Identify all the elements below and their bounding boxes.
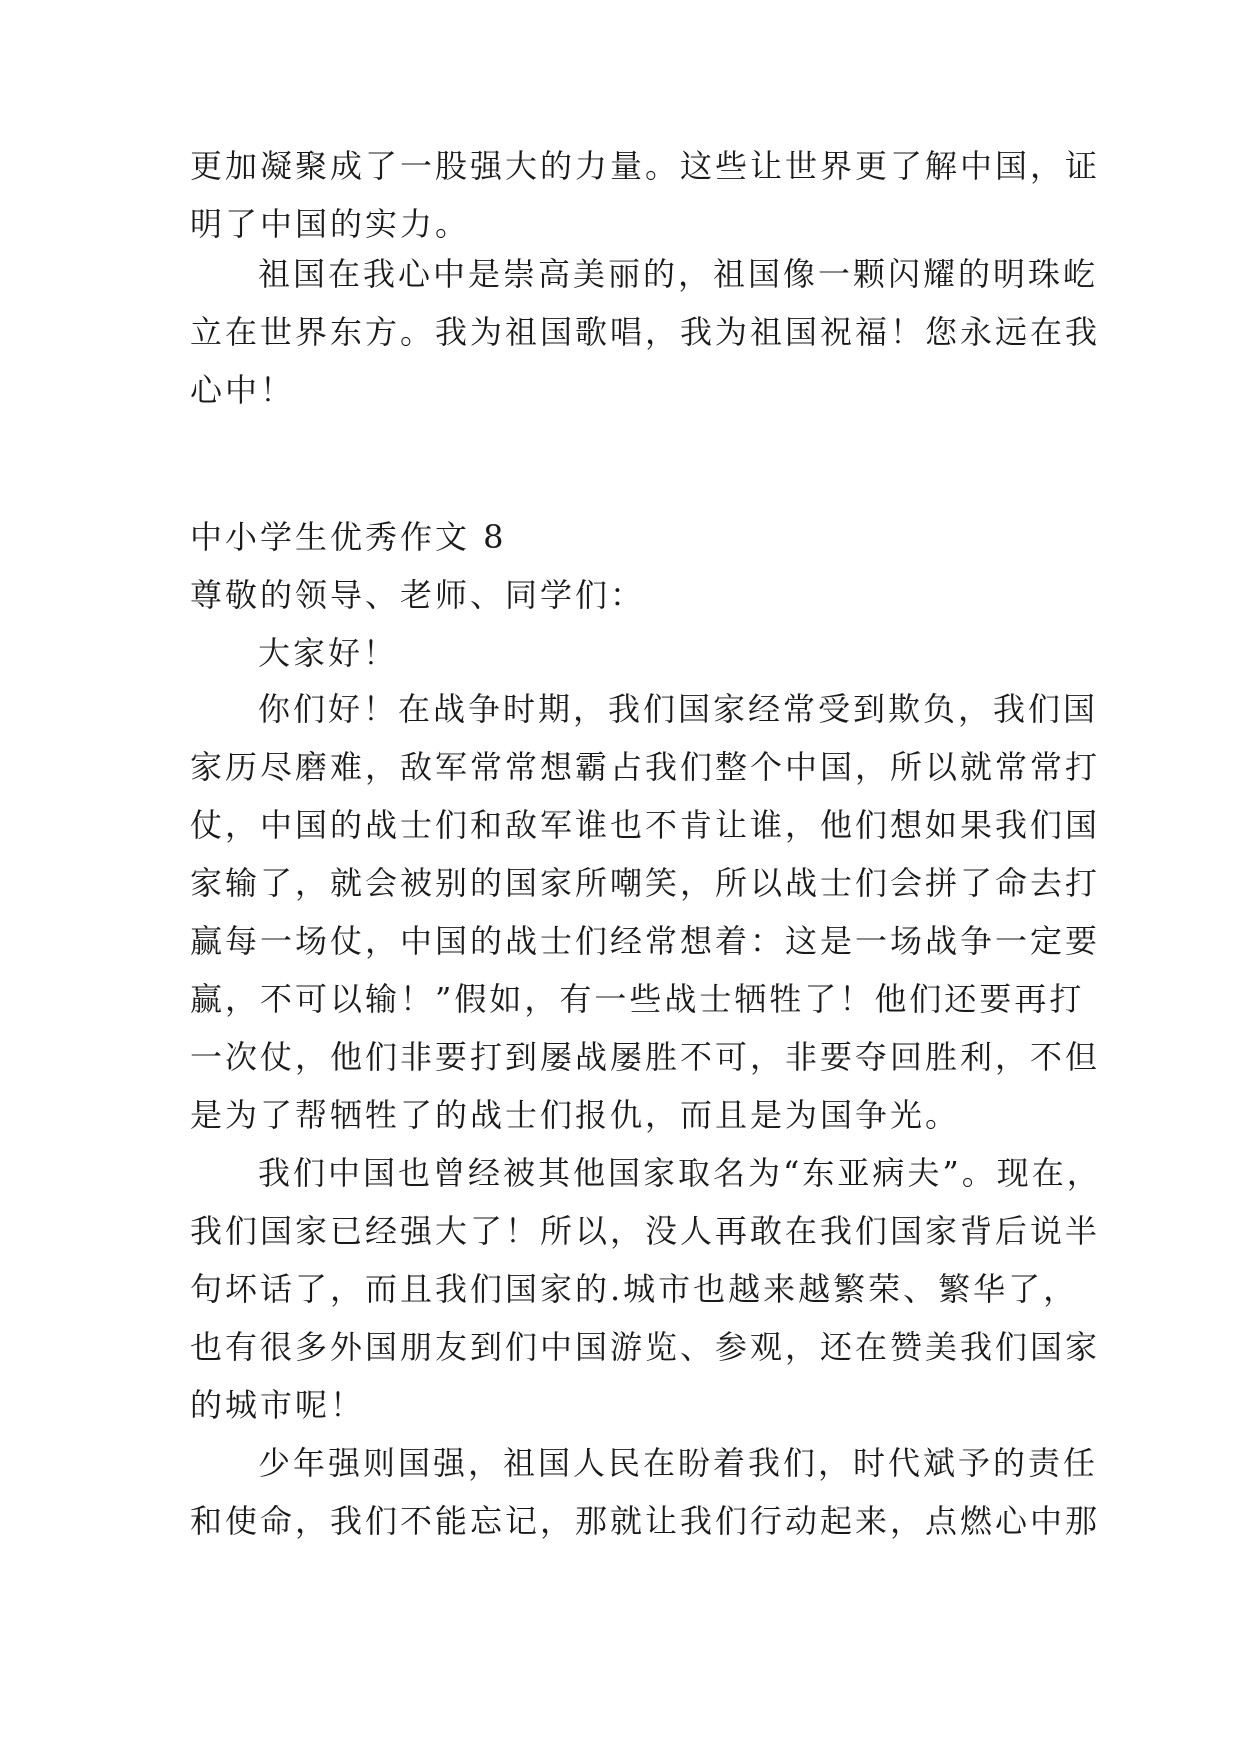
p3-line-1: 少年强则国强，祖国人民在盼着我们，时代斌予的责任 (258, 1444, 1099, 1482)
p1-line-1: 你们好！在战争时期，我们国家经常受到欺负，我们国 (258, 690, 1099, 728)
paragraph-1 (190, 680, 1101, 1144)
essay-header (190, 508, 1060, 682)
paragraph-3 (190, 1434, 1101, 1550)
section-title: 中小学生优秀作文 8 (190, 518, 507, 556)
closing-line-2: 立在世界东方。我为祖国歌唱，我为祖国祝福！您永远在我 (190, 313, 1101, 351)
p2-line-1: 我们中国也曾经被其他国家取名为“东亚病夫”。现在， (258, 1154, 1102, 1192)
paragraph-2 (190, 1144, 1102, 1434)
p2-line-2: 我们国家已经强大了！所以，没人再敢在我们国家背后说半 (190, 1212, 1101, 1250)
salutation: 尊敬的领导、老师、同学们： (190, 576, 646, 614)
intro-line-2: 明了中国的实力。 (190, 205, 471, 243)
p1-line-2: 家历尽磨难，敌军常常想霸占我们整个中国，所以就常常打 (190, 748, 1101, 786)
p1-line-5: 赢每一场仗，中国的战士们经常想着：这是一场战争一定要 (190, 922, 1101, 960)
closing-line-1: 祖国在我心中是崇高美丽的，祖国像一颗闪耀的明珠屹 (258, 255, 1099, 293)
p1-line-8: 是为了帮牺牲了的战士们报仇，而且是为国争光。 (190, 1096, 961, 1134)
closing-line-3: 心中！ (190, 371, 296, 409)
greeting: 大家好！ (258, 634, 399, 672)
p1-line-6: 赢，不可以输！”假如，有一些战士牺牲了！他们还要再打 (190, 980, 1085, 1018)
p3-line-2: 和使命，我们不能忘记，那就让我们行动起来，点燃心中那 (190, 1502, 1101, 1540)
p2-line-3: 句坏话了，而且我们国家的.城市也越来越繁荣、繁华了， (190, 1270, 1079, 1308)
p2-line-5: 的城市呢！ (190, 1386, 366, 1424)
intro-line-1: 更加凝聚成了一股强大的力量。这些让世界更了解中国，证 (190, 147, 1101, 185)
p1-line-3: 仗，中国的战士们和敌军谁也不肯让谁，他们想如果我们国 (190, 806, 1101, 844)
p1-line-7: 一次仗，他们非要打到屡战屡胜不可，非要夺回胜利，不但 (190, 1038, 1101, 1076)
p2-line-4: 也有很多外国朋友到们中国游览、参观，还在赞美我们国家 (190, 1328, 1101, 1366)
p1-line-4: 家输了，就会被别的国家所嘲笑，所以战士们会拼了命去打 (190, 864, 1101, 902)
closing-paragraph (190, 245, 1101, 419)
intro-paragraph (190, 137, 1101, 253)
